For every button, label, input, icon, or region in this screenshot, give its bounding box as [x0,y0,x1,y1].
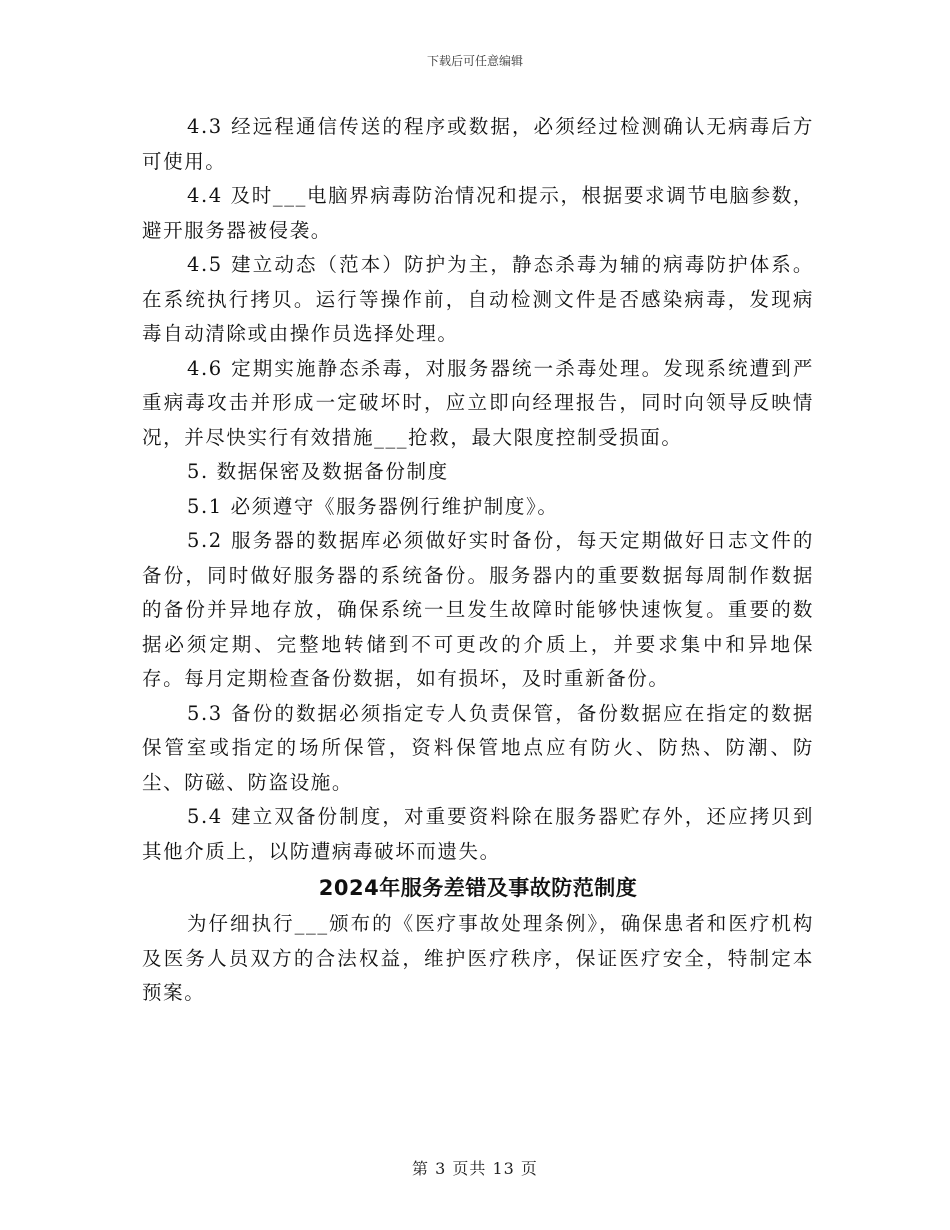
paragraph-4-6: 4.6 定期实施静态杀毒，对服务器统一杀毒处理。发现系统遭到严重病毒攻击并形成一定破坏时，应立即向经理报告，同时向领导反映情况，并尽快实行有效措施___抢救，最大限度控制受损面。 [142,356,814,449]
heading-5: 5. 数据保密及数据备份制度 [187,460,449,483]
paragraph-5-2: 5.2 服务器的数据库必须做好实时备份，每天定期做好日志文件的备份，同时做好服务器的系统备份。服务器内的重要数据每周制作数据的备份并异地存放，确保系统一旦发生故障时能够快速恢复。重要的数据必须定期、完整地转储到不可更改的介质上，并要求集中和异地保存。每月定期检查备份数据，如有损坏，及时重新备份。 [142,529,814,690]
paragraph-4-4: 4.4 及时___电脑界病毒防治情况和提示，根据要求调节电脑参数，避开服务器被侵袭。 [142,184,814,242]
paragraph-5-1: 5.1 必须遵守《服务器例行维护制度》。 [187,494,559,518]
paragraph-5-3: 5.3 备份的数据必须指定专人负责保管，备份数据应在指定的数据保管室或指定的场所保管，资料保管地点应有防火、防热、防潮、防尘、防磁、防盗设施。 [142,701,814,794]
paragraph-5-4: 5.4 建立双备份制度，对重要资料除在服务器贮存外，还应拷贝到其他介质上，以防遭病毒破坏而遗失。 [142,805,814,863]
paragraph-4-5: 4.5 建立动态（范本）防护为主，静态杀毒为辅的病毒防护体系。在系统执行拷贝。运行等操作前，自动检测文件是否感染病毒，发现病毒自动清除或由操作员选择处理。 [142,253,814,345]
header-note: 下载后可任意编辑 [426,54,523,68]
page-number: 第 3 页共 13 页 [412,1159,538,1178]
section-title: 2024年服务差错及事故防范制度 [318,876,638,900]
paragraph-4-3: 4.3 经远程通信传送的程序或数据，必须经过检测确认无病毒后方可使用。 [142,115,814,173]
document-body [142,110,814,1011]
paragraph-intro: 为仔细执行___颁布的《医疗事故处理条例》，确保患者和医疗机构及医务人员双方的合法权益，维护医疗秩序，保证医疗安全，特制定本预案。 [142,912,814,1004]
